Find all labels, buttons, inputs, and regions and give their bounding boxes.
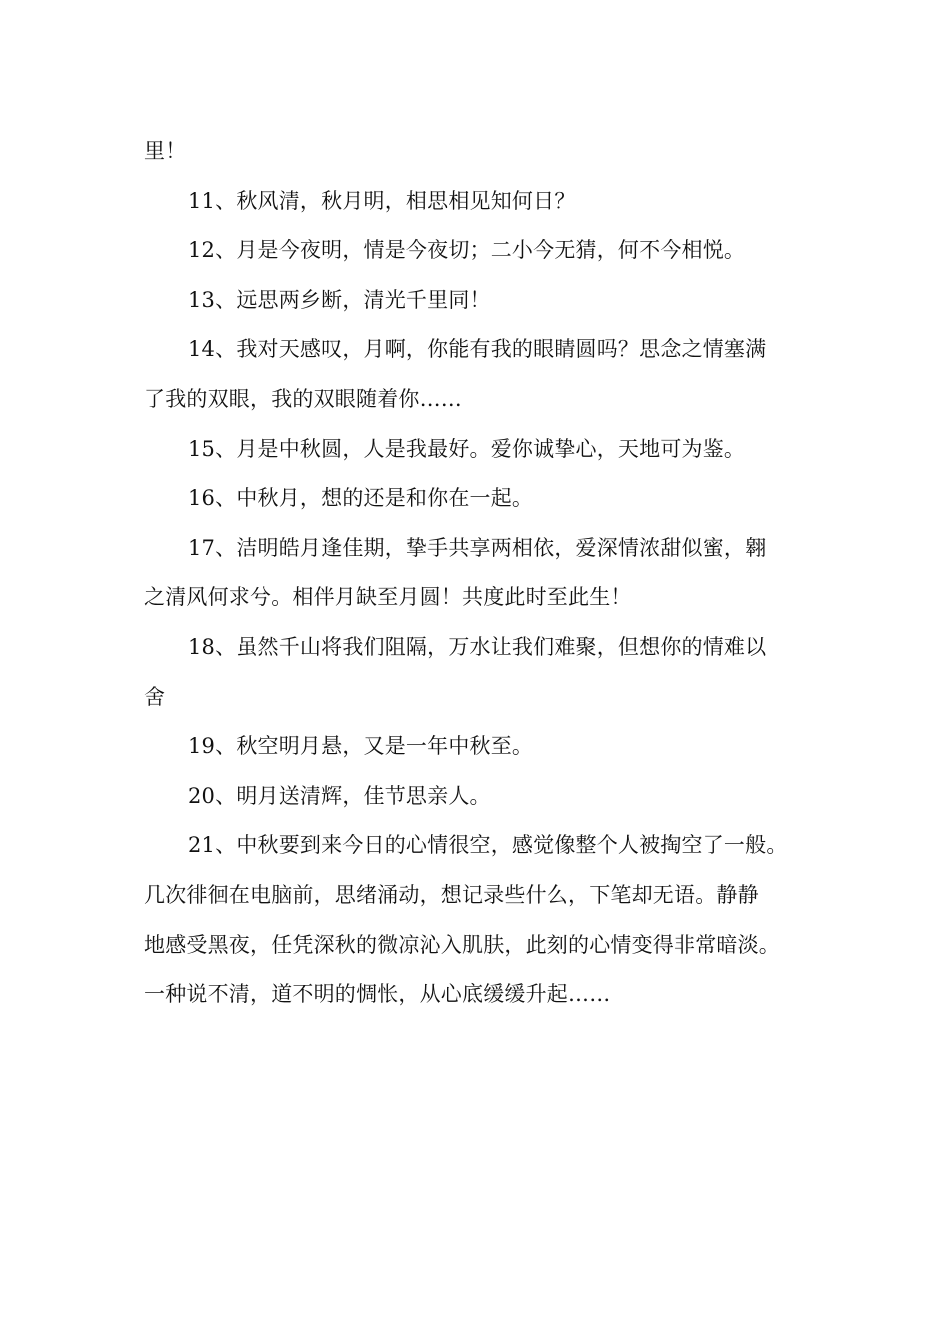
text-line: 一种说不清，道不明的惆怅，从心底缓缓升起…… [144,982,611,1007]
text-line: 13、远思两乡断，清光千里同！ [188,287,491,312]
text-line: 了我的双眼，我的双眼随着你…… [144,386,462,411]
text-line: 15、月是中秋圆，人是我最好。爱你诚挚心，天地可为鉴。 [188,436,746,461]
text-line: 16、中秋月，想的还是和你在一起。 [188,486,534,511]
text-line: 18、虽然千山将我们阻隔，万水让我们难聚，但想你的情难以 [188,634,767,659]
text-line: 14、我对天感叹，月啊，你能有我的眼睛圆吗？思念之情塞满 [188,337,767,362]
text-line: 舍 [144,684,166,709]
text-line: 20、明月送清辉，佳节思亲人。 [188,783,491,808]
text-line: 19、秋空明月悬，又是一年中秋至。 [188,734,534,759]
text-line: 地感受黑夜，任凭深秋的微凉沁入肌肤，此刻的心情变得非常暗淡。 [144,932,780,957]
text-line: 几次徘徊在电脑前，思绪涌动，想记录些什么，下笔却无语。静静 [144,882,759,907]
text-line: 11、秋风清，秋月明，相思相见知何日？ [188,188,576,213]
text-line: 17、洁明皓月逢佳期，挚手共享两相依，爱深情浓甜似蜜，翱 [188,535,767,560]
text-line: 之清风何求兮。相伴月缺至月圆！共度此时至此生！ [144,585,632,610]
text-line: 21、中秋要到来今日的心情很空，感觉像整个人被掏空了一般。 [188,833,788,858]
text-line: 里！ [144,139,187,163]
text-line: 12、月是今夜明，情是今夜切；二小今无猜，何不今相悦。 [188,238,746,263]
document-body [144,127,820,1020]
